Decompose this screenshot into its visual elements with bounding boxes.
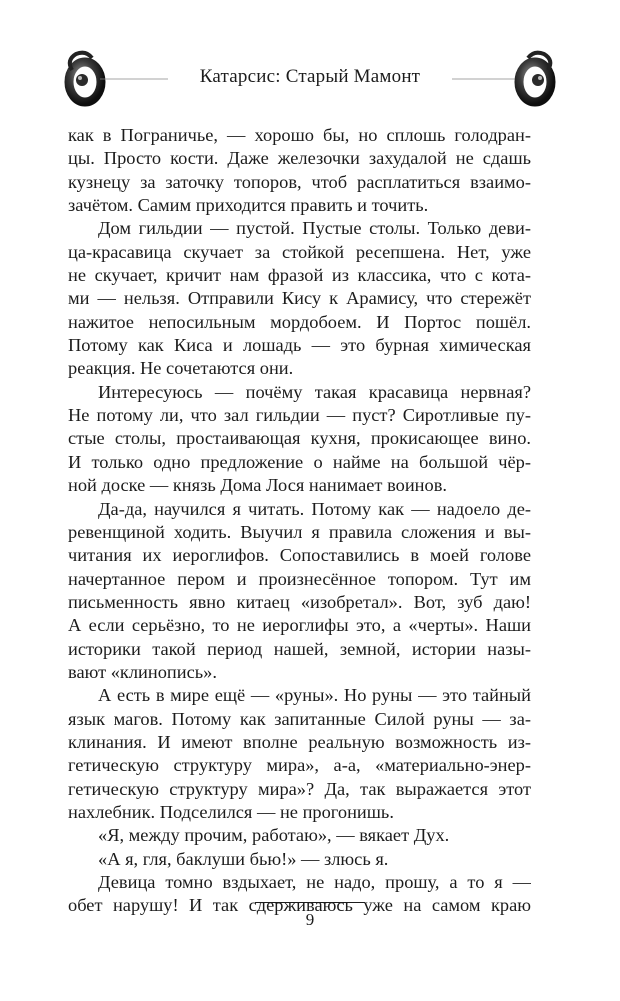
text-line: Девица томно вздыхает, не надо, прошу, а то я — [98,872,531,892]
text-line: «Я, между прочим, работаю», — вякает Дух. [98,825,450,846]
text-line: Потому как Киса и лошадь — это бурная химическая [68,335,531,356]
text-line: реакция. Не сочетаются они. [68,358,294,379]
text-line: ца-красавица скучает за стойкой ресепшена. Нет, уже [68,241,531,262]
text-line: начертанное пером и произнесённое топором. Тут им [68,568,531,589]
text-line: зачётом. Самим приходится править и точить. [68,195,429,216]
text-line: Не потому ли, что зал гильдии — пуст? Сиротливые пу- [68,405,531,426]
text-line: А если серьёзно, то не иероглифы это, а «черты». Наши [68,615,531,636]
text-line: нажитое непосильным мордобоем. И Портос пошёл. [68,311,531,332]
body-text [68,124,531,918]
text-line: вают «клинопись». [68,661,217,682]
text-line: цы. Просто кости. Даже железочки захудалой не сдашь [68,148,531,169]
text-line: язык магов. Потому как запитанные Силой руны — за- [68,708,531,729]
text-line: письменность явно китаец «изобретал». Вот, зуб даю! [68,591,531,612]
text-line: «А я, гля, баклуши бью!» — злюсь я. [98,848,389,869]
text-line: ми — нельзя. Отправили Кису к Арамису, что стережёт [68,288,531,309]
running-title: Катарсис: Старый Мамонт [199,66,421,87]
text-line: не скучает, кричит нам фразой из классика, что с кота- [68,265,531,286]
header-ornament [0,0,620,120]
text-line: историки такой период нашей, земной, истории назы- [68,638,531,659]
text-line: гетическую структуру мира»? Да, так выражается этот [68,778,531,799]
running-header [0,0,620,120]
text-line: читания их иероглифов. Сопоставились в моей голове [68,545,531,566]
text-line: нахлебник. Подселился — не прогонишь. [68,801,394,822]
text-line: А есть в мире ещё — «руны». Но руны — это тайный [98,685,531,706]
page-number: 9 [305,910,315,929]
text-line: Интересуюсь — почёму такая красавица нервная? [98,381,531,402]
text-line: ревенщиной ходить. Выучил я правила сложения и вы- [68,521,531,542]
text-line: обет нарушу! И так сдерживаюсь уже на самом краю [68,895,531,916]
text-line: стые столы, простаивающая кухня, прокисающее вино. [68,428,531,449]
text-line: кузнецу за заточку топоров, чтоб расплатиться взаимо- [68,171,531,192]
text-line: Дом гильдии — пустой. Пустые столы. Только деви- [98,218,531,239]
text-line: И только одно предложение о найме на большой чёр- [68,451,531,472]
footer-divider [255,902,365,903]
text-line: клинания. И имеют вполне реальную возможность из- [68,731,531,752]
text-line: Да-да, научился я читать. Потому как — надоело де- [98,498,531,519]
text-line: как в Пограничье, — хорошо бы, но сплошь голодран- [68,125,531,145]
text-line: гетическую структуру мира», а-а, «материально-энер- [68,755,531,776]
text-line: ной доске — князь Дома Лося нанимает воинов. [68,475,447,496]
